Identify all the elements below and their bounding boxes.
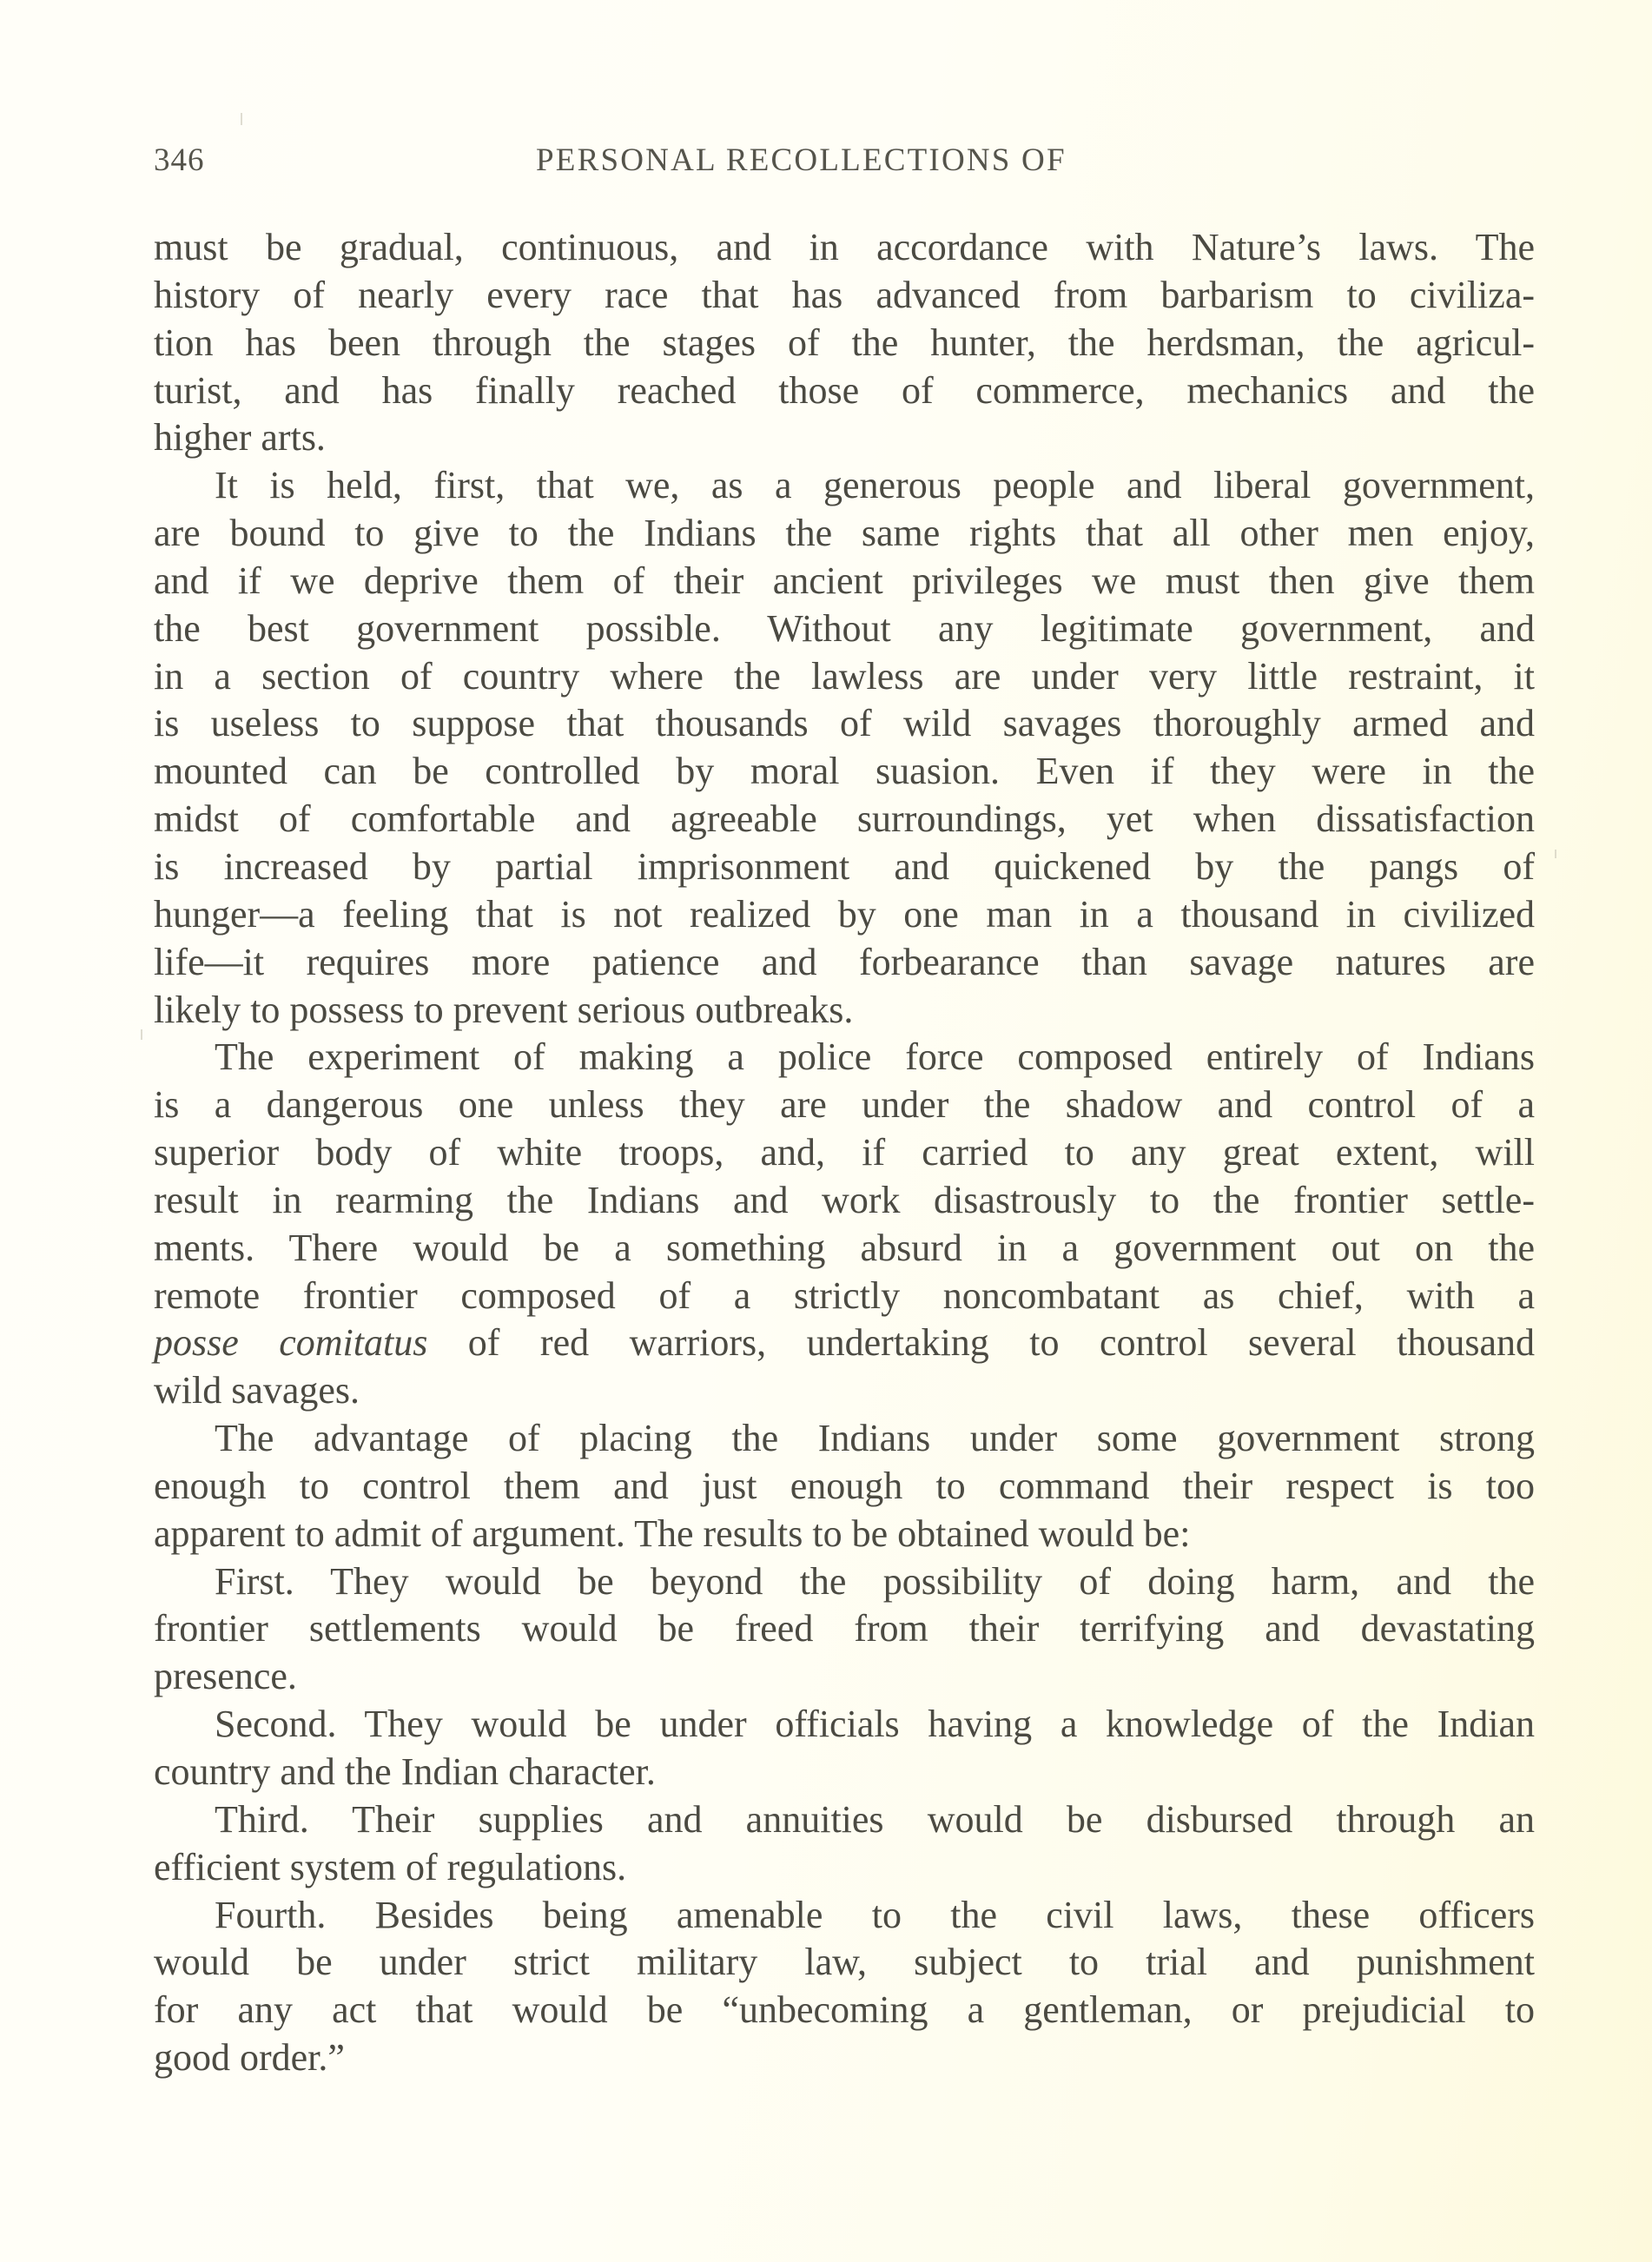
text-line: The experiment of making a police force composed entirely of Indians xyxy=(215,1035,1535,1079)
text-line: midst of comfortable and agreeable surroundings, yet when dissatisfaction xyxy=(154,797,1535,841)
text-line: hunger—a feeling that is not realized by one man in a thousand in civilized xyxy=(154,892,1535,936)
text-line: result in rearming the Indians and work disastrously to the frontier settle- xyxy=(154,1178,1535,1221)
text-line: and if we deprive them of their ancient privileges we must then give them xyxy=(154,559,1535,602)
text-line: likely to possess to prevent serious outbreaks. xyxy=(154,988,854,1031)
text-line: turist, and has finally reached those of commerce, mechanics and the xyxy=(154,368,1535,412)
paragraph-1 xyxy=(154,224,1535,462)
body-text xyxy=(154,224,1535,2082)
text-line: is a dangerous one unless they are under the shadow and control of a xyxy=(154,1083,1535,1127)
text-line-with-italic xyxy=(154,1320,1535,1367)
text-line: superior body of white troops, and, if carried to any great extent, will xyxy=(154,1131,1535,1174)
paragraph-3 xyxy=(154,1034,1535,1415)
text-line: apparent to admit of argument. The results to be obtained would be: xyxy=(154,1511,1191,1555)
text-line: life—it requires more patience and forbearance than savage natures are xyxy=(154,940,1535,983)
page-number: 346 xyxy=(154,142,205,178)
text-fragment: of red warriors, undertaking to control several thousand xyxy=(427,1321,1535,1365)
paragraph-second xyxy=(154,1701,1535,1796)
paragraph-4 xyxy=(154,1415,1535,1558)
text-line: would be under strict military law, subject to trial and punishment xyxy=(154,1941,1535,1984)
text-line: for any act that would be “unbecoming a gentleman, or prejudicial to xyxy=(154,1988,1535,2032)
text-line: remote frontier composed of a strictly noncombatant as chief, with a xyxy=(154,1273,1535,1317)
scan-mark xyxy=(141,1029,142,1040)
text-line: enough to control them and just enough to command their respect is too xyxy=(154,1464,1535,1507)
text-line: higher arts. xyxy=(154,416,326,460)
text-line: Fourth. Besides being amenable to the civil laws, these officers xyxy=(215,1893,1535,1936)
text-line: mounted can be controlled by moral suasion. Even if they were in the xyxy=(154,750,1535,793)
paragraph-2 xyxy=(154,462,1535,1034)
text-line: It is held, first, that we, as a generous people and liberal government, xyxy=(215,464,1535,507)
scan-mark xyxy=(1555,850,1556,858)
text-line: in a section of country where the lawless are under very little restraint, it xyxy=(154,654,1535,698)
paragraph-first xyxy=(154,1558,1535,1702)
text-line: wild savages. xyxy=(154,1369,360,1412)
text-line: Third. Their supplies and annuities would be disbursed through an xyxy=(215,1797,1535,1841)
text-line: The advantage of placing the Indians under some government strong xyxy=(215,1417,1535,1460)
paragraph-third xyxy=(154,1796,1535,1892)
text-line: presence. xyxy=(154,1655,297,1698)
text-line: is useless to suppose that thousands of wild savages thoroughly armed and xyxy=(154,702,1535,745)
running-head xyxy=(154,142,1535,190)
text-line: Second. They would be under officials having a knowledge of the Indian xyxy=(215,1703,1535,1746)
text-line: efficient system of regulations. xyxy=(154,1845,627,1888)
latin-phrase: posse comitatus xyxy=(154,1321,428,1365)
text-line: country and the Indian character. xyxy=(154,1750,656,1793)
text-line: the best government possible. Without any legitimate government, and xyxy=(154,606,1535,650)
text-line: ments. There would be a something absurd in a government out on the xyxy=(154,1226,1535,1269)
scan-mark xyxy=(241,113,242,125)
text-line: frontier settlements would be freed from their terrifying and devastating xyxy=(154,1607,1535,1650)
text-line: good order.” xyxy=(154,2036,345,2080)
text-line: is increased by partial imprisonment and quickened by the pangs of xyxy=(154,844,1535,888)
text-line: history of nearly every race that has advanced from barbarism to civiliza- xyxy=(154,273,1535,316)
running-title: PERSONAL RECOLLECTIONS OF xyxy=(536,142,1067,178)
text-line: are bound to give to the Indians the same rights that all other men enjoy, xyxy=(154,512,1535,555)
paragraph-fourth xyxy=(154,1892,1535,2082)
text-line: tion has been through the stages of the hunter, the herdsman, the agricul- xyxy=(154,321,1535,364)
text-line: First. They would be beyond the possibility of doing harm, and the xyxy=(215,1559,1535,1603)
text-line: must be gradual, continuous, and in accordance with Nature’s laws. The xyxy=(154,226,1535,268)
